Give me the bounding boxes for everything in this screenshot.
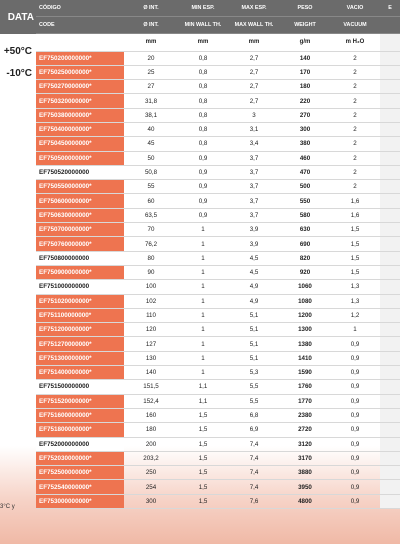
cell-diameter: 76,2 [124,237,178,251]
cell-max-wall: 5,5 [228,380,280,394]
cell-code: EF750450000000* [36,137,124,151]
cell-max-wall: 4,5 [228,265,280,279]
cell-vacuum: 1,5 [330,223,380,237]
cell-code: EF750520000000 [36,165,124,179]
cell-code: EF751600000000* [36,408,124,422]
cell-weight: 3880 [280,466,330,480]
cell-weight: 1590 [280,366,330,380]
table-row [36,151,400,165]
unit-diameter: mm [124,33,178,51]
cell-min-wall: 1,5 [178,423,228,437]
cell-weight: 470 [280,165,330,179]
cell-weight: 4800 [280,494,330,508]
table-row [36,237,400,251]
cell-code: EF751000000000 [36,280,124,294]
cell-vacuum: 0,9 [330,380,380,394]
cell-vacuum: 0,9 [330,394,380,408]
cell-diameter: 130 [124,351,178,365]
cell-code: EF751800000000* [36,423,124,437]
cell-min-wall: 0,8 [178,137,228,151]
table-body [36,33,400,509]
cell-vacuum: 1,3 [330,280,380,294]
cell-max-wall: 5,5 [228,394,280,408]
cell-max-wall: 4,9 [228,280,280,294]
col-weight-es: PESO [280,0,330,17]
cell-weight: 3950 [280,480,330,494]
data-heading: DATA [0,0,36,34]
cell-min-wall: 1 [178,223,228,237]
table-row [36,466,400,480]
table-row [36,265,400,279]
cell-min-wall: 1 [178,366,228,380]
cell-extra [380,265,400,279]
cell-min-wall: 1,5 [178,480,228,494]
cell-extra [380,466,400,480]
cell-extra [380,194,400,208]
table-row [36,437,400,451]
table-row [36,494,400,508]
cell-extra [380,51,400,65]
cell-code: EF750380000000* [36,108,124,122]
cell-max-wall: 6,8 [228,408,280,422]
cell-diameter: 27 [124,80,178,94]
col-max-wall-es: MAX ESP. [228,0,280,17]
cell-extra [380,151,400,165]
cell-code: EF751500000000 [36,380,124,394]
cell-extra [380,80,400,94]
cell-max-wall: 3,7 [228,151,280,165]
cell-vacuum: 0,9 [330,337,380,351]
cell-max-wall: 2,7 [228,80,280,94]
cell-code: EF750550000000* [36,180,124,194]
cell-min-wall: 1 [178,308,228,322]
col-extra-en [380,17,400,34]
cell-code: EF751300000000* [36,351,124,365]
cell-max-wall: 3,7 [228,180,280,194]
cell-weight: 380 [280,137,330,151]
cell-min-wall: 1,1 [178,394,228,408]
table-row [36,351,400,365]
cell-min-wall: 1 [178,265,228,279]
cell-diameter: 180 [124,423,178,437]
table-row [36,323,400,337]
cell-weight: 170 [280,65,330,79]
table-row [36,108,400,122]
cell-code: EF753000000000* [36,494,124,508]
cell-weight: 300 [280,122,330,136]
table-row [36,194,400,208]
cell-code: EF750600000000* [36,194,124,208]
unit-weight: g/m [280,33,330,51]
cell-diameter: 50,8 [124,165,178,179]
cell-vacuum: 0,9 [330,466,380,480]
cell-max-wall: 7,4 [228,480,280,494]
cell-max-wall: 2,7 [228,51,280,65]
table-row [36,451,400,465]
cell-extra [380,408,400,422]
cell-vacuum: 1,5 [330,265,380,279]
cell-diameter: 200 [124,437,178,451]
cell-min-wall: 1 [178,237,228,251]
cell-max-wall: 2,7 [228,94,280,108]
col-code-en: CODE [36,17,124,34]
table-row [36,251,400,265]
col-diameter-en: Ø INT. [124,17,178,34]
cell-extra [380,180,400,194]
cell-extra [380,308,400,322]
cell-min-wall: 1 [178,280,228,294]
cell-code: EF750630000000* [36,208,124,222]
cell-vacuum: 1 [330,323,380,337]
cell-diameter: 203,2 [124,451,178,465]
cell-extra [380,251,400,265]
cell-code: EF750320000000* [36,94,124,108]
cell-max-wall: 5,1 [228,323,280,337]
cell-vacuum: 0,9 [330,408,380,422]
table-row [36,51,400,65]
cell-vacuum: 2 [330,80,380,94]
cell-max-wall: 3,7 [228,194,280,208]
cell-min-wall: 1,1 [178,380,228,394]
cell-min-wall: 1 [178,351,228,365]
cell-weight: 580 [280,208,330,222]
cell-max-wall: 7,4 [228,437,280,451]
table-row [36,137,400,151]
units-row [36,33,400,51]
cell-extra [380,351,400,365]
cell-max-wall: 6,9 [228,423,280,437]
table-row [36,208,400,222]
cell-extra [380,423,400,437]
cell-extra [380,337,400,351]
cell-min-wall: 1,5 [178,408,228,422]
cell-extra [380,294,400,308]
cell-max-wall: 5,1 [228,351,280,365]
cell-min-wall: 0,8 [178,65,228,79]
product-table [36,0,400,509]
col-diameter-es: Ø INT. [124,0,178,17]
cell-extra [380,380,400,394]
cell-max-wall: 3 [228,108,280,122]
cell-extra [380,366,400,380]
table-row [36,65,400,79]
cell-max-wall: 3,9 [228,237,280,251]
cell-diameter: 152,4 [124,394,178,408]
cell-max-wall: 3,4 [228,137,280,151]
cell-diameter: 100 [124,280,178,294]
cell-min-wall: 0,9 [178,208,228,222]
temp-high: +50°C [3,46,32,57]
cell-extra [380,137,400,151]
cell-min-wall: 1,5 [178,494,228,508]
cell-code: EF751020000000* [36,294,124,308]
cell-vacuum: 2 [330,137,380,151]
cell-extra [380,280,400,294]
cell-min-wall: 1,5 [178,451,228,465]
cell-diameter: 70 [124,223,178,237]
cell-diameter: 55 [124,180,178,194]
col-code-es: CÓDIGO [36,0,124,17]
cell-diameter: 250 [124,466,178,480]
cell-extra [380,122,400,136]
cell-min-wall: 1 [178,337,228,351]
cell-diameter: 160 [124,408,178,422]
cell-code: EF750250000000* [36,65,124,79]
cell-code: EF750800000000 [36,251,124,265]
cell-diameter: 38,1 [124,108,178,122]
cell-diameter: 110 [124,308,178,322]
col-extra-es: E [380,0,400,17]
cell-vacuum: 1,5 [330,251,380,265]
cell-weight: 920 [280,265,330,279]
cell-weight: 140 [280,51,330,65]
table-row [36,394,400,408]
cell-max-wall: 3,7 [228,165,280,179]
cell-weight: 690 [280,237,330,251]
cell-diameter: 80 [124,251,178,265]
footnote: 3°C y [0,504,15,510]
cell-min-wall: 0,8 [178,108,228,122]
cell-weight: 180 [280,80,330,94]
header-row-es [36,0,400,17]
cell-weight: 1760 [280,380,330,394]
cell-max-wall: 3,7 [228,208,280,222]
cell-vacuum: 0,9 [330,423,380,437]
cell-code: EF751520000000* [36,394,124,408]
cell-code: EF750400000000* [36,122,124,136]
cell-diameter: 20 [124,51,178,65]
cell-weight: 1410 [280,351,330,365]
cell-vacuum: 2 [330,122,380,136]
cell-extra [380,394,400,408]
unit-code [36,33,124,51]
cell-max-wall: 7,4 [228,451,280,465]
cell-weight: 500 [280,180,330,194]
table-header [36,0,400,33]
cell-weight: 1300 [280,323,330,337]
cell-weight: 1380 [280,337,330,351]
cell-diameter: 254 [124,480,178,494]
cell-weight: 2380 [280,408,330,422]
cell-max-wall: 5,3 [228,366,280,380]
cell-vacuum: 1,5 [330,237,380,251]
cell-code: EF752540000000* [36,480,124,494]
unit-max-wall: mm [228,33,280,51]
cell-vacuum: 0,9 [330,366,380,380]
cell-code: EF752030000000* [36,451,124,465]
cell-code: EF750500000000* [36,151,124,165]
cell-diameter: 63,5 [124,208,178,222]
table-row [36,80,400,94]
cell-vacuum: 1,2 [330,308,380,322]
col-min-wall-es: MIN ESP. [178,0,228,17]
cell-diameter: 151,5 [124,380,178,394]
cell-weight: 460 [280,151,330,165]
cell-extra [380,237,400,251]
table-row [36,280,400,294]
cell-vacuum: 2 [330,165,380,179]
table-row [36,337,400,351]
table-row [36,308,400,322]
cell-weight: 3170 [280,451,330,465]
cell-min-wall: 0,9 [178,194,228,208]
cell-max-wall: 7,4 [228,466,280,480]
cell-diameter: 31,8 [124,94,178,108]
cell-diameter: 50 [124,151,178,165]
cell-min-wall: 1 [178,323,228,337]
col-min-wall-en: MIN WALL TH. [178,17,228,34]
cell-code: EF751270000000* [36,337,124,351]
col-max-wall-en: MAX WALL TH. [228,17,280,34]
cell-vacuum: 2 [330,151,380,165]
cell-code: EF752000000000 [36,437,124,451]
cell-min-wall: 0,8 [178,122,228,136]
cell-min-wall: 0,9 [178,165,228,179]
cell-extra [380,451,400,465]
cell-max-wall: 3,1 [228,122,280,136]
cell-weight: 1200 [280,308,330,322]
cell-vacuum: 0,9 [330,494,380,508]
cell-code: EF751400000000* [36,366,124,380]
cell-vacuum: 0,9 [330,351,380,365]
table-row [36,380,400,394]
cell-code: EF750700000000* [36,223,124,237]
cell-diameter: 60 [124,194,178,208]
cell-weight: 220 [280,94,330,108]
cell-weight: 1080 [280,294,330,308]
cell-extra [380,165,400,179]
cell-min-wall: 0,8 [178,80,228,94]
cell-diameter: 90 [124,265,178,279]
cell-diameter: 25 [124,65,178,79]
cell-code: EF751200000000* [36,323,124,337]
cell-code: EF750270000000* [36,80,124,94]
temp-low: -10°C [6,68,32,79]
cell-diameter: 40 [124,122,178,136]
col-vacuum-en: VACUUM [330,17,380,34]
cell-vacuum: 2 [330,65,380,79]
cell-diameter: 127 [124,337,178,351]
cell-min-wall: 1,5 [178,466,228,480]
unit-extra [380,33,400,51]
table-row [36,122,400,136]
table-row [36,223,400,237]
cell-weight: 2720 [280,423,330,437]
cell-weight: 3120 [280,437,330,451]
cell-min-wall: 0,8 [178,51,228,65]
cell-vacuum: 2 [330,51,380,65]
cell-diameter: 45 [124,137,178,151]
col-vacuum-es: VACIO [330,0,380,17]
cell-weight: 270 [280,108,330,122]
cell-weight: 820 [280,251,330,265]
left-panel [0,0,36,544]
cell-weight: 1060 [280,280,330,294]
table-row [36,165,400,179]
cell-extra [380,480,400,494]
cell-max-wall: 5,1 [228,308,280,322]
cell-max-wall: 3,9 [228,223,280,237]
cell-max-wall: 4,5 [228,251,280,265]
cell-min-wall: 1 [178,251,228,265]
cell-code: EF750760000000* [36,237,124,251]
cell-min-wall: 0,8 [178,94,228,108]
cell-extra [380,494,400,508]
cell-vacuum: 2 [330,94,380,108]
cell-diameter: 300 [124,494,178,508]
cell-code: EF750900000000* [36,265,124,279]
cell-extra [380,208,400,222]
cell-min-wall: 0,9 [178,151,228,165]
cell-diameter: 102 [124,294,178,308]
table-row [36,480,400,494]
cell-weight: 1770 [280,394,330,408]
cell-extra [380,94,400,108]
cell-extra [380,323,400,337]
table-row [36,94,400,108]
cell-vacuum: 2 [330,108,380,122]
table-row [36,294,400,308]
cell-vacuum: 1,6 [330,208,380,222]
cell-vacuum: 0,9 [330,437,380,451]
cell-min-wall: 1,5 [178,437,228,451]
cell-diameter: 140 [124,366,178,380]
table-row [36,408,400,422]
cell-extra [380,437,400,451]
cell-extra [380,65,400,79]
cell-diameter: 120 [124,323,178,337]
cell-weight: 550 [280,194,330,208]
cell-vacuum: 0,9 [330,480,380,494]
cell-weight: 630 [280,223,330,237]
cell-min-wall: 1 [178,294,228,308]
table-row [36,366,400,380]
cell-code: EF752500000000* [36,466,124,480]
cell-max-wall: 4,9 [228,294,280,308]
cell-min-wall: 0,9 [178,180,228,194]
cell-vacuum: 0,9 [330,451,380,465]
cell-extra [380,108,400,122]
cell-max-wall: 7,6 [228,494,280,508]
table-row [36,423,400,437]
unit-vacuum: m H₂O [330,33,380,51]
cell-vacuum: 1,3 [330,294,380,308]
cell-vacuum: 2 [330,180,380,194]
cell-vacuum: 1,6 [330,194,380,208]
header-row-en [36,17,400,34]
table-row [36,180,400,194]
cell-code: EF750200000000* [36,51,124,65]
unit-min-wall: mm [178,33,228,51]
cell-max-wall: 5,1 [228,337,280,351]
cell-max-wall: 2,7 [228,65,280,79]
cell-code: EF751100000000* [36,308,124,322]
cell-extra [380,223,400,237]
col-weight-en: WEIGHT [280,17,330,34]
